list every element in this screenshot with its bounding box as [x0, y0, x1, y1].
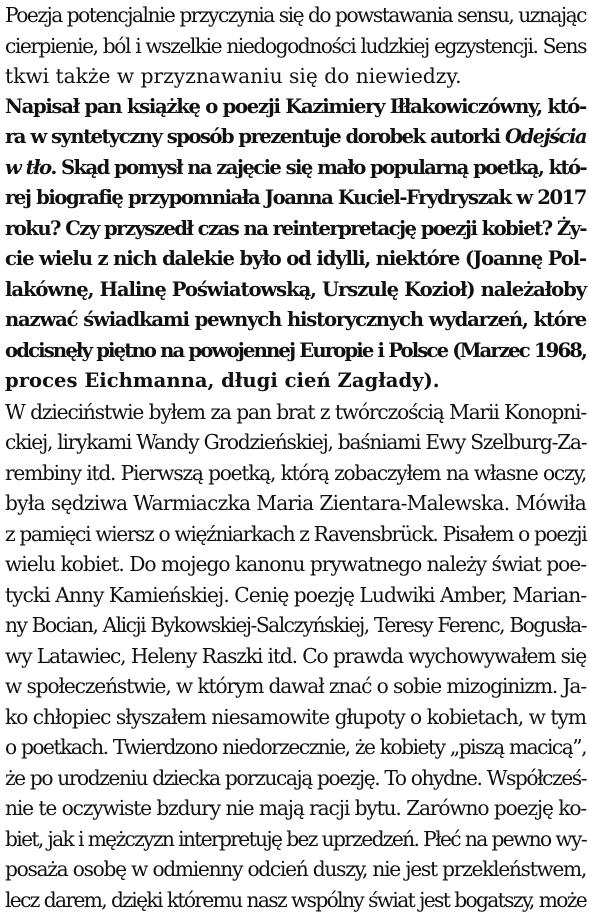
text-line: z pamięci wiersz o więźniarkach z Ravensbrück. Pisałem o poezji — [5, 519, 586, 550]
text-line: nie te oczywiste bzdury nie mają racji bytu. Zarówno poezję ko- — [5, 793, 586, 824]
text-line: Poezja potencjalnie przyczynia się do powstawania sensu, uznając — [5, 0, 586, 31]
text-line: ny Bocian, Alicji Bykowskiej-Salczyńskiej, Teresy Ferenc, Bogusła- — [5, 610, 586, 641]
text-line: lecz darem, dzięki któremu nasz wspólny świat jest bogatszy, może — [5, 885, 586, 915]
text-line: cierpienie, ból i wszelkie niedogodności ludzkiej egzystencji. Sens — [5, 31, 586, 62]
text-line: Napisał pan książkę o poezji Kazimiery Iłłakowiczówny, któ- — [5, 92, 586, 123]
text-line: nazwać świadkami pewnych historycznych wydarzeń, które — [5, 305, 586, 336]
text-line: ckiej, lirykami Wandy Grodzieńskiej, baśniami Ewy Szelburg-Za- — [5, 427, 586, 458]
text-segment: ra w syntetyczny sposób prezentuje dorobek autorki — [5, 125, 505, 148]
document-page — [5, 0, 586, 915]
text-line: była sędziwa Warmiaczka Maria Zientara-Malewska. Mówiła — [5, 488, 586, 519]
text-line: odcisnęły piętno na powojennej Europie i Polsce (Marzec 1968, — [5, 336, 586, 367]
text-line: tkwi także w przyznawaniu się do niewiedzy. — [5, 61, 586, 92]
text-line: rembiny itd. Pierwszą poetką, którą zobaczyłem na własne oczy, — [5, 458, 586, 489]
interview-question — [5, 92, 586, 397]
text-line: biet, jak i mężczyzn interpretuję bez uprzedzeń. Płeć na pewno wy- — [5, 824, 586, 855]
text-line: wy Latawiec, Heleny Raszki itd. Co prawda wychowywałem się — [5, 641, 586, 672]
text-line: ko chłopiec słyszałem niesamowite głupoty o kobietach, w tym — [5, 702, 586, 733]
text-line: że po urodzeniu dziecka porzucają poezję. To ohydne. Współcześ- — [5, 763, 586, 794]
book-title-part: w tło — [5, 156, 50, 179]
text-line: posaża osobę w odmienny odcień duszy, nie jest przekleństwem, — [5, 854, 586, 885]
text-line: roku? Czy przyszedł czas na reinterpretację poezji kobiet? Ży- — [5, 214, 586, 245]
book-title-part: Odejścia — [505, 125, 586, 148]
text-line: cie wielu z nich dalekie było od idylli, niektóre (Joannę Pol- — [5, 244, 586, 275]
text-line — [5, 122, 586, 153]
text-line: tycki Anny Kamieńskiej. Cenię poezję Ludwiki Amber, Marian- — [5, 580, 586, 611]
text-line: lakównę, Halinę Poświatowską, Urszulę Kozioł) należałoby — [5, 275, 586, 306]
answer-paragraph — [5, 397, 586, 915]
text-line: o poetkach. Twierdzono niedorzecznie, że kobiety „piszą macicą”, — [5, 732, 586, 763]
text-line: wielu kobiet. Do mojego kanonu prywatnego należy świat poe- — [5, 549, 586, 580]
text-segment: . Skąd pomysł na zajęcie się mało popularną poetką, któ- — [50, 156, 586, 179]
text-line: w społeczeństwie, w którym dawał znać o sobie mizoginizm. Ja- — [5, 671, 586, 702]
intro-answer-paragraph — [5, 0, 586, 92]
text-line: proces Eichmanna, długi cień Zagłady). — [5, 366, 586, 397]
text-line: rej biografię przypomniała Joanna Kuciel-Frydryszak w 2017 — [5, 183, 586, 214]
text-line — [5, 153, 586, 184]
text-line: W dzieciństwie byłem za pan brat z twórczością Marii Konopni- — [5, 397, 586, 428]
